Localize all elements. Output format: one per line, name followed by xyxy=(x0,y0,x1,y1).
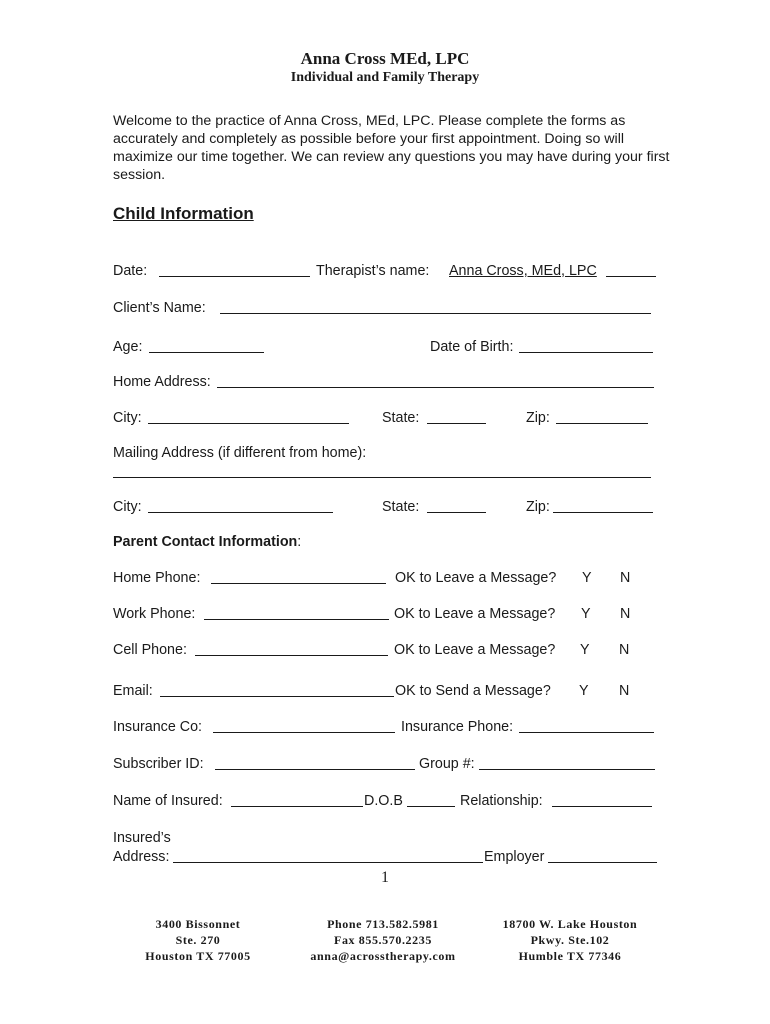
home-ok-message: OK to Leave a Message? xyxy=(395,570,557,586)
footer-right-line: Humble TX 77346 xyxy=(518,949,622,963)
insured-name-field[interactable] xyxy=(231,806,363,807)
home-no-option[interactable]: N xyxy=(620,570,631,586)
intro-paragraph: Welcome to the practice of Anna Cross, MEd, LPC. Please complete the forms as accurately and completely as possible before your first appointment. Doing so will maximize our time together. We can review any questions you may have during your first session. xyxy=(113,113,670,183)
state-field[interactable] xyxy=(427,423,486,424)
footer-right-line: Pkwy. Ste.102 xyxy=(530,933,610,947)
dob-label: Date of Birth: xyxy=(430,339,514,355)
therapist-label: Therapist’s name: xyxy=(316,263,430,279)
insurance-phone-label: Insurance Phone: xyxy=(401,719,514,735)
state-label: State: xyxy=(382,410,420,426)
work-phone-label: Work Phone: xyxy=(113,606,196,622)
age-field[interactable] xyxy=(149,352,264,353)
insurance-company-field[interactable] xyxy=(213,732,395,733)
home-address-field[interactable] xyxy=(217,387,654,388)
page-number: 1 xyxy=(381,869,389,886)
footer-phone: Phone 713.582.5981 xyxy=(327,917,439,931)
age-label: Age: xyxy=(113,339,143,355)
cell-no-option[interactable]: N xyxy=(619,642,630,658)
cell-yes-option[interactable]: Y xyxy=(580,642,590,658)
insured-address-label: Address: xyxy=(113,849,170,865)
practice-name: Anna Cross MEd, LPC xyxy=(300,49,470,68)
city-label: City: xyxy=(113,410,142,426)
parent-contact-heading xyxy=(113,533,301,551)
group-field[interactable] xyxy=(479,769,655,770)
footer-fax: Fax 855.570.2235 xyxy=(334,933,432,947)
section-title: Child Information xyxy=(113,204,254,223)
footer-address-right xyxy=(480,916,660,964)
zip-label: Zip: xyxy=(526,410,550,426)
footer-contact-center xyxy=(293,916,473,964)
city-field[interactable] xyxy=(148,423,349,424)
work-no-option[interactable]: N xyxy=(620,606,631,622)
footer-right-line: 18700 W. Lake Houston xyxy=(502,917,638,931)
zip2-label: Zip: xyxy=(526,499,550,515)
work-ok-message: OK to Leave a Message? xyxy=(394,606,556,622)
city2-label: City: xyxy=(113,499,142,515)
insured-dob-label: D.O.B xyxy=(364,793,403,809)
practice-subtitle: Individual and Family Therapy xyxy=(290,70,480,85)
home-yes-option[interactable]: Y xyxy=(582,570,592,586)
relationship-label: Relationship: xyxy=(460,793,543,809)
footer-address-left xyxy=(108,916,288,964)
zip2-field[interactable] xyxy=(553,512,653,513)
therapist-field[interactable] xyxy=(606,276,656,277)
subscriber-id-field[interactable] xyxy=(215,769,415,770)
work-yes-option[interactable]: Y xyxy=(581,606,591,622)
group-label: Group #: xyxy=(419,756,475,772)
email-label: Email: xyxy=(113,683,153,699)
city2-field[interactable] xyxy=(148,512,333,513)
state2-label: State: xyxy=(382,499,420,515)
footer-left-line: 3400 Bissonnet xyxy=(155,917,241,931)
email-no-option[interactable]: N xyxy=(619,683,630,699)
work-phone-field[interactable] xyxy=(204,619,389,620)
email-field[interactable] xyxy=(160,696,394,697)
date-label: Date: xyxy=(113,263,148,279)
dob-field[interactable] xyxy=(519,352,653,353)
employer-label: Employer xyxy=(484,849,545,865)
parent-contact-heading-text: Parent Contact Information xyxy=(113,534,298,550)
state2-field[interactable] xyxy=(427,512,486,513)
email-yes-option[interactable]: Y xyxy=(579,683,589,699)
therapist-value: Anna Cross, MEd, LPC xyxy=(449,263,597,279)
date-field[interactable] xyxy=(159,276,310,277)
footer-email-link[interactable]: anna@acrosstherapy.com xyxy=(310,949,456,963)
insured-address-label-line1: Insured’s xyxy=(113,830,171,846)
client-name-field[interactable] xyxy=(220,313,651,314)
footer-left-line: Houston TX 77005 xyxy=(145,949,251,963)
zip-field[interactable] xyxy=(556,423,648,424)
insurance-company-label: Insurance Co: xyxy=(113,719,203,735)
mailing-address-label: Mailing Address (if different from home): xyxy=(113,445,367,461)
insured-name-label: Name of Insured: xyxy=(113,793,223,809)
relationship-field[interactable] xyxy=(552,806,652,807)
home-phone-field[interactable] xyxy=(211,583,386,584)
home-address-label: Home Address: xyxy=(113,374,211,390)
cell-ok-message: OK to Leave a Message? xyxy=(394,642,556,658)
insured-address-field[interactable] xyxy=(173,862,483,863)
cell-phone-field[interactable] xyxy=(195,655,388,656)
insured-dob-field[interactable] xyxy=(407,806,455,807)
employer-field[interactable] xyxy=(548,862,657,863)
insurance-phone-field[interactable] xyxy=(519,732,654,733)
mailing-address-field[interactable] xyxy=(113,477,651,478)
email-ok-send: OK to Send a Message? xyxy=(395,683,551,699)
parent-contact-heading-colon: : xyxy=(297,534,302,550)
cell-phone-label: Cell Phone: xyxy=(113,642,187,658)
subscriber-id-label: Subscriber ID: xyxy=(113,756,204,772)
home-phone-label: Home Phone: xyxy=(113,570,201,586)
footer-left-line: Ste. 270 xyxy=(175,933,221,947)
client-name-label: Client’s Name: xyxy=(113,300,206,316)
